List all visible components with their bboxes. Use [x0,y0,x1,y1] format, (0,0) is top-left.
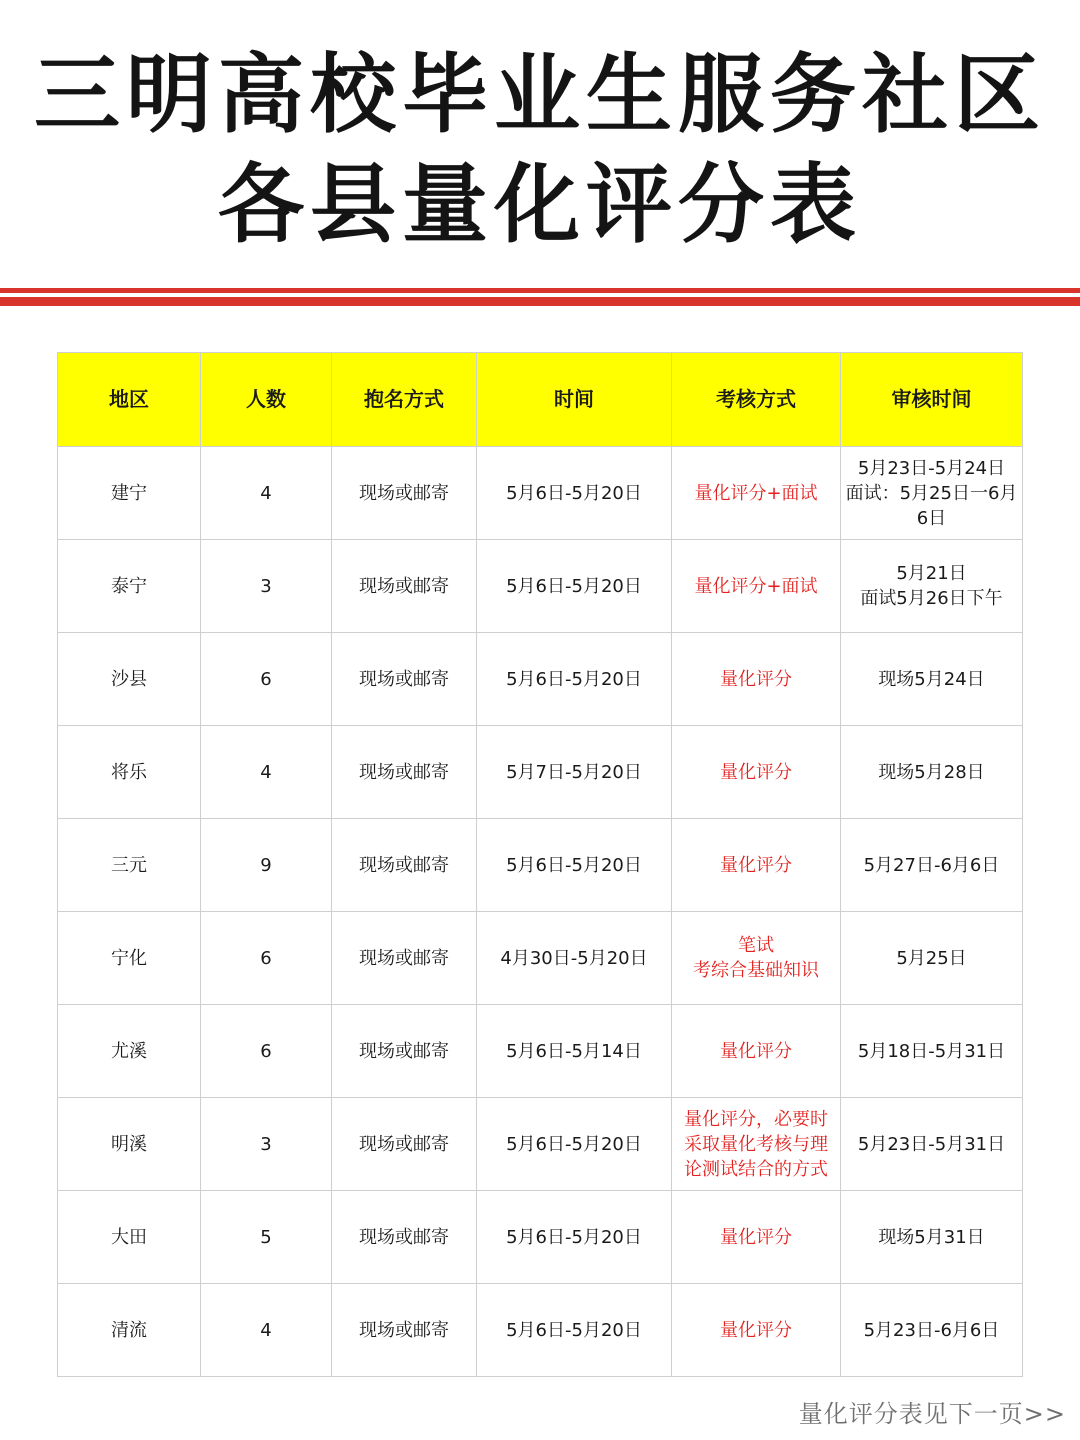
cell-assessment [672,1191,841,1284]
cell-method: 现场或邮寄 [332,819,477,912]
cell-count: 3 [201,540,332,633]
cell-review-time [841,726,1023,819]
cell-review-time-text: 5月18日-5月31日 [857,1040,1006,1062]
cell-assessment-text: 量化评分，必要时采取量化考核与理论测试结合的方式 [684,1108,828,1180]
cell-review-time [841,447,1023,540]
cell-time: 4月30日-5月20日 [477,912,672,1005]
title-line-1: 三明高校毕业生服务社区 [34,44,1046,145]
table-row [58,912,1023,1005]
cell-time: 5月6日-5月20日 [477,633,672,726]
cell-review-time [841,633,1023,726]
cell-review-time [841,1098,1023,1191]
cell-region: 将乐 [58,726,201,819]
cell-review-time-text: 5月23日-6月6日 [863,1319,1000,1341]
cell-count: 4 [201,726,332,819]
cell-assessment [672,726,841,819]
cell-assessment [672,540,841,633]
cell-assessment [672,1005,841,1098]
cell-method: 现场或邮寄 [332,912,477,1005]
header-time: 时间 [477,353,672,447]
table-row [58,633,1023,726]
cell-region: 建宁 [58,447,201,540]
table-row [58,1005,1023,1098]
cell-assessment-text: 量化评分 [720,761,792,783]
divider-thin [0,288,1080,293]
cell-assessment [672,447,841,540]
next-page-link[interactable]: 量化评分表见下一页>> [798,1400,1066,1428]
page-title [0,40,1080,260]
cell-region: 宁化 [58,912,201,1005]
cell-review-time [841,1284,1023,1377]
cell-region: 尤溪 [58,1005,201,1098]
cell-assessment [672,1098,841,1191]
cell-region: 清流 [58,1284,201,1377]
divider-thick [0,297,1080,306]
cell-count: 3 [201,1098,332,1191]
cell-time: 5月6日-5月20日 [477,1284,672,1377]
cell-review-time-text: 现场5月24日 [878,668,985,690]
title-line-2: 各县量化评分表 [218,154,862,255]
cell-count: 9 [201,819,332,912]
table-row [58,540,1023,633]
table-row [58,1098,1023,1191]
cell-assessment [672,1284,841,1377]
cell-assessment [672,912,841,1005]
cell-assessment-text: 量化评分 [720,854,792,876]
cell-assessment-text: 量化评分+面试 [694,482,818,504]
cell-assessment-text: 量化评分 [720,1040,792,1062]
cell-time: 5月6日-5月20日 [477,1191,672,1284]
cell-region: 大田 [58,1191,201,1284]
cell-review-time-text: 5月21日 面试5月26日下午 [860,563,1003,609]
header-count: 人数 [201,353,332,447]
cell-method: 现场或邮寄 [332,726,477,819]
cell-assessment-text: 量化评分 [720,1226,792,1248]
cell-region: 泰宁 [58,540,201,633]
cell-count: 5 [201,1191,332,1284]
cell-count: 6 [201,633,332,726]
cell-time: 5月6日-5月20日 [477,447,672,540]
header-review-time: 审核时间 [841,353,1023,447]
cell-method: 现场或邮寄 [332,1005,477,1098]
cell-method: 现场或邮寄 [332,540,477,633]
cell-review-time [841,540,1023,633]
table-row [58,1191,1023,1284]
cell-assessment-text: 量化评分 [720,1319,792,1341]
cell-assessment [672,633,841,726]
cell-method: 现场或邮寄 [332,633,477,726]
cell-time: 5月6日-5月20日 [477,540,672,633]
cell-count: 4 [201,1284,332,1377]
cell-assessment-text: 量化评分 [720,668,792,690]
table-row [58,726,1023,819]
score-table [57,352,1023,1377]
table-row [58,1284,1023,1377]
cell-method: 现场或邮寄 [332,1284,477,1377]
cell-region: 明溪 [58,1098,201,1191]
cell-review-time [841,912,1023,1005]
cell-assessment-text: 量化评分+面试 [694,575,818,597]
cell-method: 现场或邮寄 [332,1098,477,1191]
cell-review-time-text: 5月23日-5月24日 面试：5月25日一6月6日 [845,457,1018,529]
header-assessment: 考核方式 [672,353,841,447]
header-region: 地区 [58,353,201,447]
cell-review-time [841,1191,1023,1284]
cell-time: 5月6日-5月20日 [477,1098,672,1191]
cell-review-time-text: 现场5月31日 [878,1226,985,1248]
cell-assessment-text: 笔试 考综合基础知识 [693,935,819,981]
cell-time: 5月6日-5月20日 [477,819,672,912]
cell-count: 6 [201,912,332,1005]
cell-review-time-text: 5月25日 [896,947,967,969]
cell-review-time [841,1005,1023,1098]
cell-review-time [841,819,1023,912]
cell-method: 现场或邮寄 [332,1191,477,1284]
table-row [58,447,1023,540]
cell-review-time-text: 现场5月28日 [878,761,985,783]
cell-review-time-text: 5月27日-6月6日 [863,854,1000,876]
cell-review-time-text: 5月23日-5月31日 [857,1133,1006,1155]
table-header-row [58,353,1023,447]
cell-method: 现场或邮寄 [332,447,477,540]
cell-time: 5月7日-5月20日 [477,726,672,819]
cell-count: 4 [201,447,332,540]
table-row [58,819,1023,912]
cell-time: 5月6日-5月14日 [477,1005,672,1098]
cell-region: 沙县 [58,633,201,726]
cell-count: 6 [201,1005,332,1098]
cell-assessment [672,819,841,912]
cell-region: 三元 [58,819,201,912]
header-method: 抱名方式 [332,353,477,447]
